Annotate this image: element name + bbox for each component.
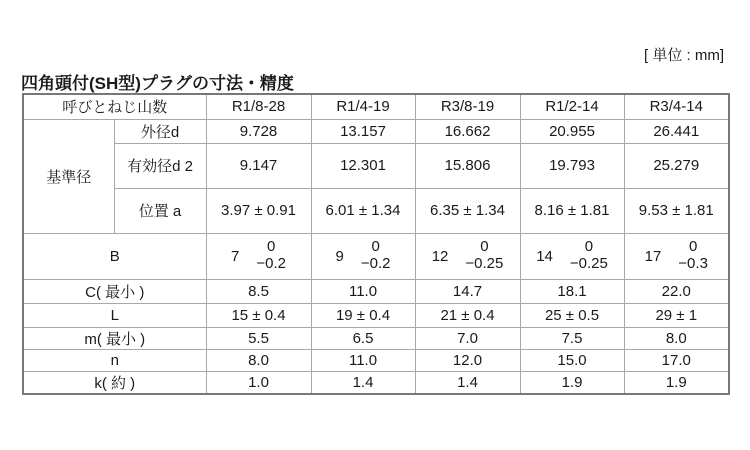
col-header: R1/4-19: [311, 94, 415, 119]
row-c-min: [23, 279, 729, 303]
cell-value: 5.5: [206, 327, 311, 349]
cell-value: 1.9: [624, 371, 729, 394]
nominal-value: 14: [536, 247, 553, 265]
cell-value: 15 ± 0.4: [206, 303, 311, 327]
col-header: R3/4-14: [624, 94, 729, 119]
unit-label: [ 単位 : mm]: [644, 47, 724, 64]
cell-value: 7.0: [415, 327, 520, 349]
nominal-value: 12: [431, 247, 449, 265]
col-header: R1/8-28: [206, 94, 311, 119]
row-label: 位置 a: [114, 188, 206, 233]
lower-tolerance: −0.3: [678, 255, 708, 272]
row-m-min: [23, 327, 729, 349]
cell-value: 11.0: [311, 349, 415, 371]
upper-tolerance: 0: [480, 238, 489, 256]
cell-tolerance: [206, 233, 311, 279]
cell-value: 1.9: [520, 371, 624, 394]
lower-tolerance: −0.25: [569, 255, 608, 272]
cell-value: 17.0: [624, 349, 729, 371]
cell-value: 15.0: [520, 349, 624, 371]
row-label: 有効径d 2: [114, 143, 206, 188]
cell-value: 9.147: [206, 143, 311, 188]
header-row: [23, 94, 729, 119]
cell-value: 8.16 ± 1.81: [520, 188, 624, 233]
cell-value: 26.441: [624, 119, 729, 143]
cell-value: 25 ± 0.5: [520, 303, 624, 327]
upper-tolerance: 0: [584, 238, 594, 256]
cell-value: 9.728: [206, 119, 311, 143]
cell-value: 8.0: [624, 327, 729, 349]
upper-tolerance: 0: [371, 238, 380, 256]
cell-value: 14.7: [415, 279, 520, 303]
cell-value: 21 ± 0.4: [415, 303, 520, 327]
row-label: B: [23, 233, 206, 279]
row-label: m( 最小 ): [23, 327, 206, 349]
cell-value: 6.5: [311, 327, 415, 349]
upper-tolerance: 0: [688, 238, 698, 256]
nominal-value: 9: [335, 247, 344, 265]
row-n: [23, 349, 729, 371]
cell-value: 12.0: [415, 349, 520, 371]
cell-value: 13.157: [311, 119, 415, 143]
row-position-a: [23, 188, 729, 233]
row-b: [23, 233, 729, 279]
cell-value: 6.35 ± 1.34: [415, 188, 520, 233]
nominal-value: 7: [231, 247, 240, 265]
cell-value: 29 ± 1: [624, 303, 729, 327]
cell-value: 15.806: [415, 143, 520, 188]
group-label: 基準径: [23, 119, 114, 233]
cell-tolerance: [624, 233, 729, 279]
spec-table: [22, 93, 730, 395]
cell-value: 8.5: [206, 279, 311, 303]
row-label: n: [23, 349, 206, 371]
cell-value: 25.279: [624, 143, 729, 188]
cell-value: 11.0: [311, 279, 415, 303]
lower-tolerance: −0.2: [360, 255, 391, 272]
lower-tolerance: −0.25: [465, 255, 504, 272]
row-k-approx: [23, 371, 729, 394]
cell-value: 19 ± 0.4: [311, 303, 415, 327]
row-label: k( 約 ): [23, 371, 206, 394]
row-label: C( 最小 ): [23, 279, 206, 303]
cell-value: 1.0: [206, 371, 311, 394]
cell-value: 3.97 ± 0.91: [206, 188, 311, 233]
cell-value: 19.793: [520, 143, 624, 188]
col-header: R1/2-14: [520, 94, 624, 119]
row-outer-diameter: [23, 119, 729, 143]
lower-tolerance: −0.2: [256, 255, 286, 272]
row-label: L: [23, 303, 206, 327]
nominal-value: 17: [644, 247, 662, 265]
cell-value: 20.955: [520, 119, 624, 143]
col-header: R3/8-19: [415, 94, 520, 119]
corner-header: 呼びとねじ山数: [23, 94, 206, 119]
cell-value: 16.662: [415, 119, 520, 143]
cell-value: 1.4: [415, 371, 520, 394]
row-effective-diameter: [23, 143, 729, 188]
cell-tolerance: [520, 233, 624, 279]
upper-tolerance: 0: [267, 238, 276, 256]
cell-tolerance: [415, 233, 520, 279]
row-label: 外径d: [114, 119, 206, 143]
cell-value: 12.301: [311, 143, 415, 188]
page-title: 四角頭付(SH型)プラグの寸法・精度: [21, 74, 294, 93]
cell-value: 7.5: [520, 327, 624, 349]
cell-value: 1.4: [311, 371, 415, 394]
cell-value: 9.53 ± 1.81: [624, 188, 729, 233]
cell-value: 8.0: [206, 349, 311, 371]
cell-value: 6.01 ± 1.34: [311, 188, 415, 233]
cell-value: 18.1: [520, 279, 624, 303]
row-l: [23, 303, 729, 327]
cell-tolerance: [311, 233, 415, 279]
cell-value: 22.0: [624, 279, 729, 303]
